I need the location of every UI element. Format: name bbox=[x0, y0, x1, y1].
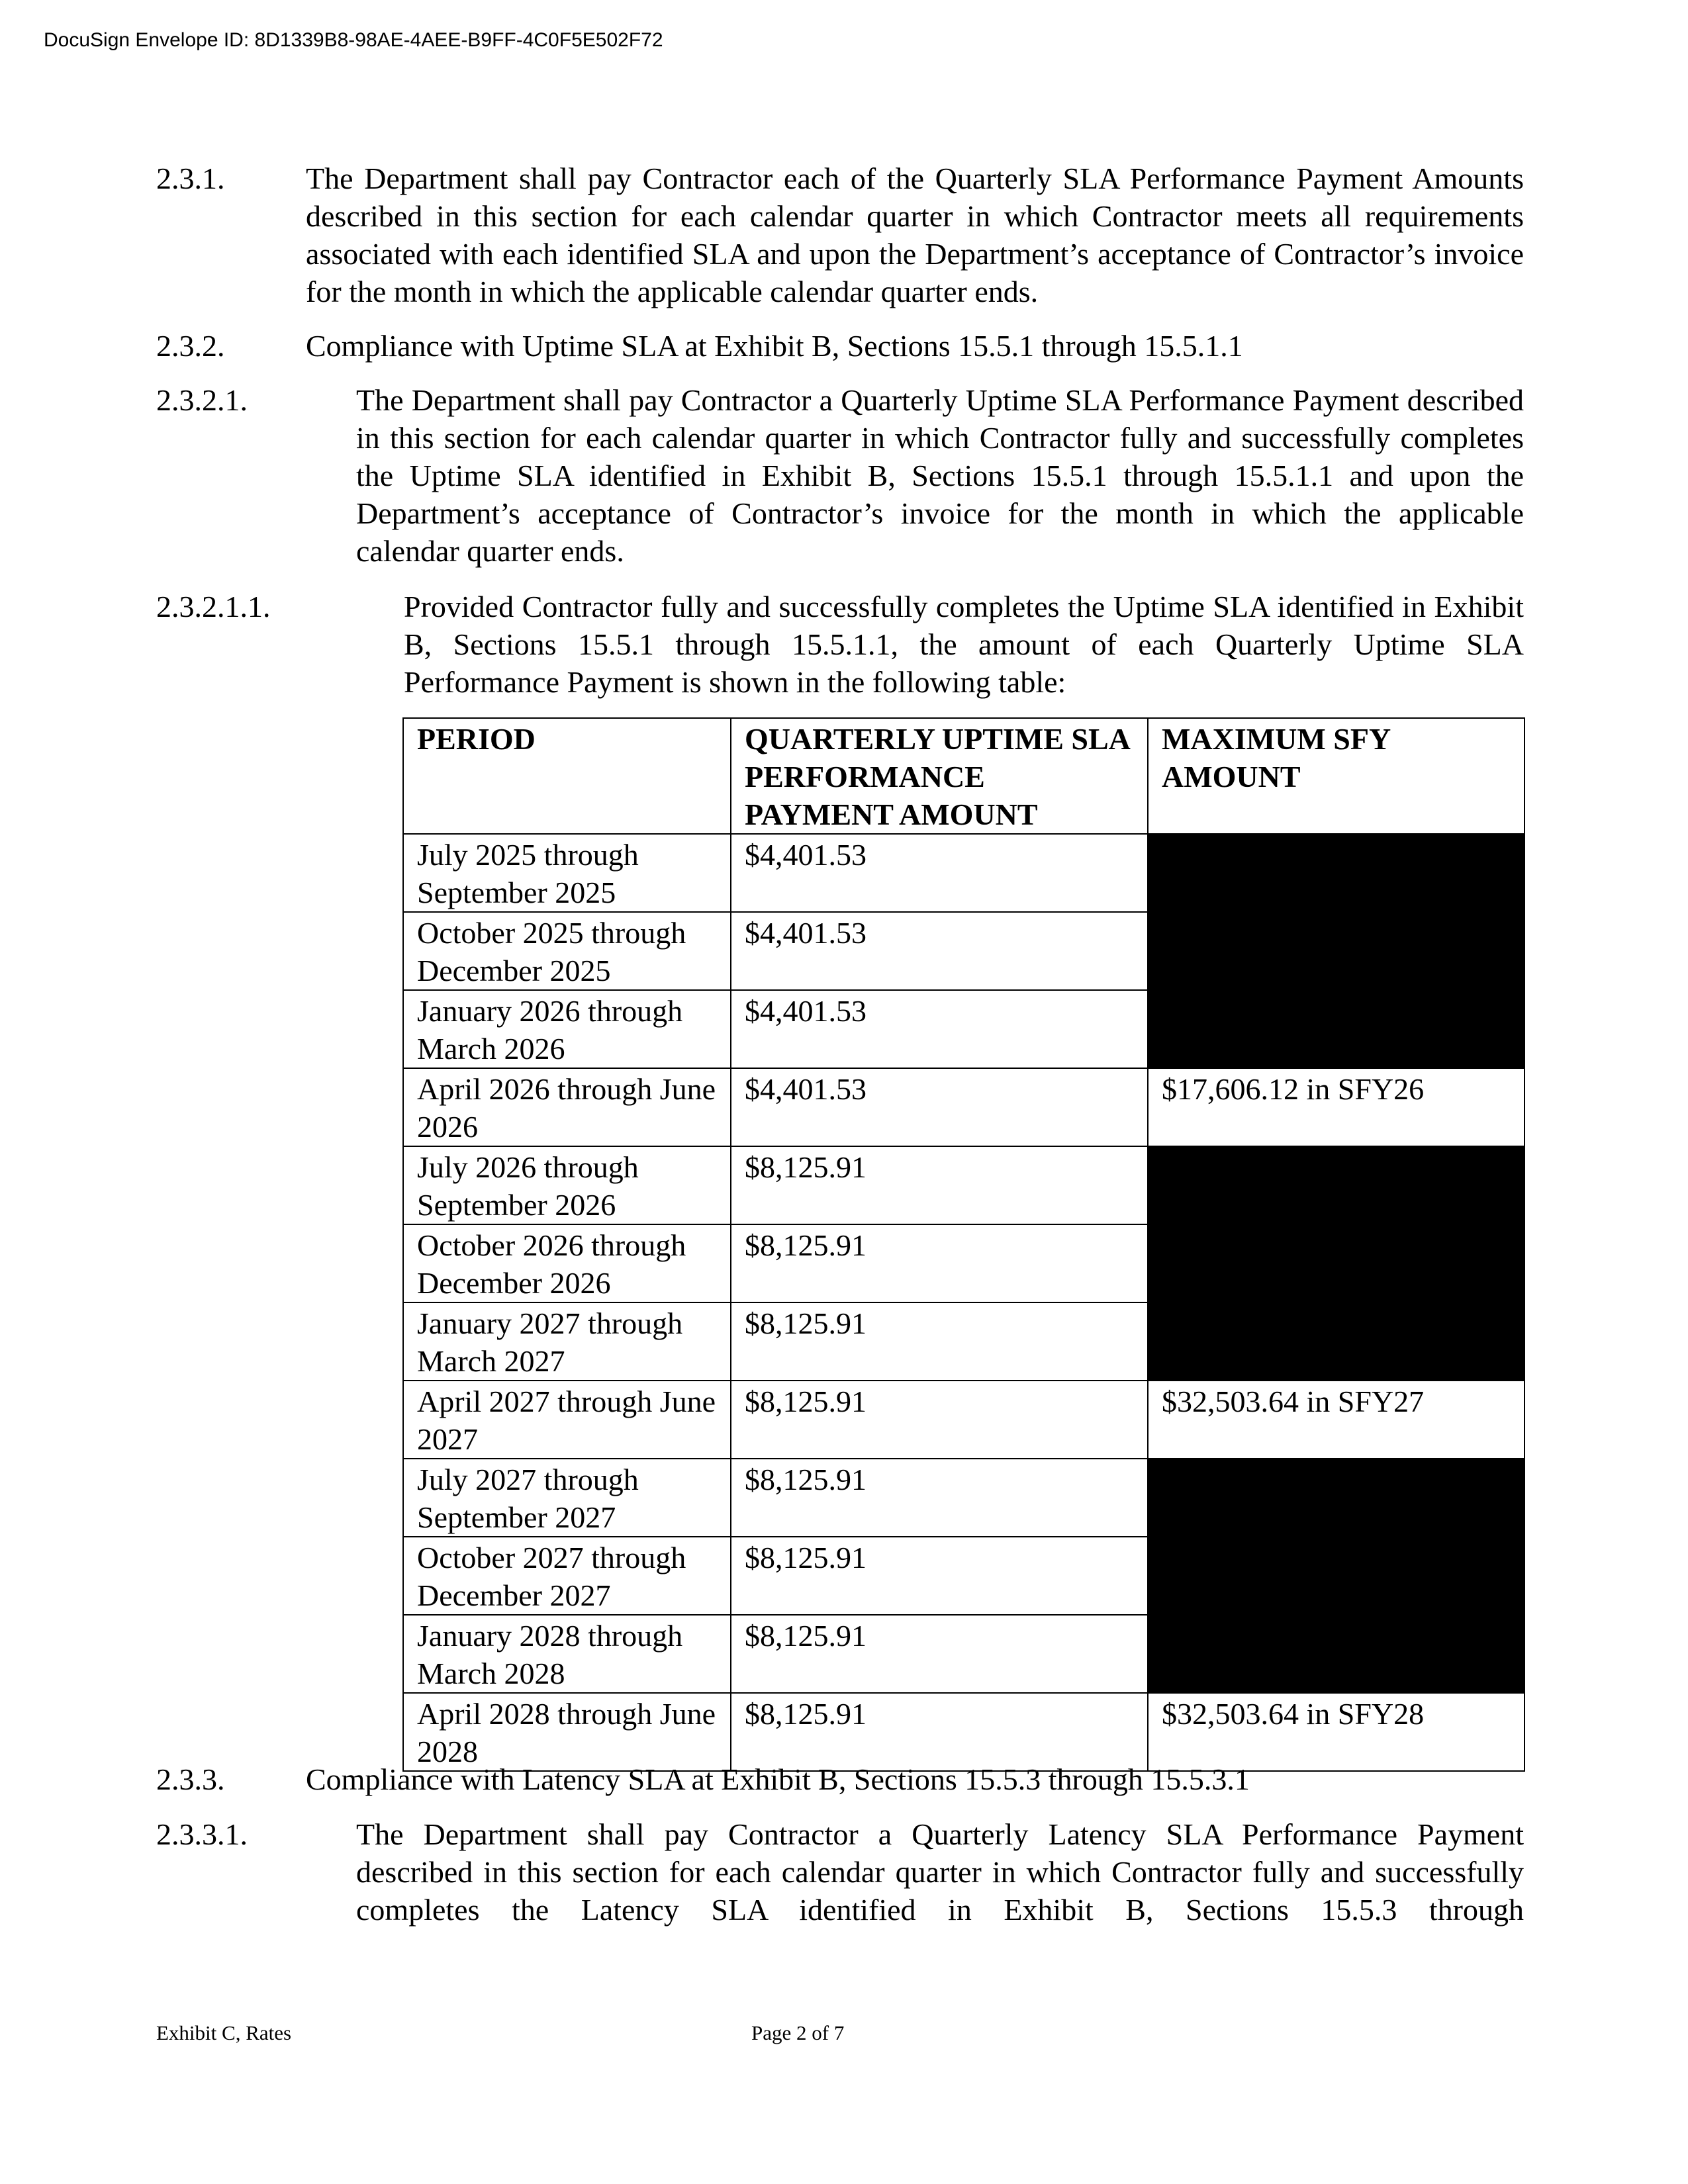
cell-max-sfy-amount: $17,606.12 in SFY26 bbox=[1148, 1068, 1524, 1146]
cell-payment-amount: $8,125.91 bbox=[731, 1381, 1148, 1459]
table-row bbox=[403, 1459, 1524, 1537]
footer-page-number: Page 2 of 7 bbox=[751, 2021, 845, 2044]
header-payment-amount: QUARTERLY UPTIME SLA PERFORMANCE PAYMENT AMOUNT bbox=[731, 718, 1148, 834]
cell-payment-amount: $4,401.53 bbox=[731, 834, 1148, 912]
cell-period: April 2026 through June 2026 bbox=[403, 1068, 731, 1146]
cell-period: July 2025 through September 2025 bbox=[403, 834, 731, 912]
cell-max-sfy-redacted bbox=[1148, 1302, 1524, 1381]
cell-max-sfy-amount: $32,503.64 in SFY28 bbox=[1148, 1693, 1524, 1771]
cell-max-sfy-redacted bbox=[1148, 1615, 1524, 1693]
section-number-2-3-3: 2.3.3. bbox=[156, 1762, 225, 1796]
table-row bbox=[403, 990, 1524, 1068]
cell-period: July 2026 through September 2026 bbox=[403, 1146, 731, 1224]
cell-max-sfy-redacted bbox=[1148, 1537, 1524, 1615]
section-text-2-3-2-1: The Department shall pay Contractor a Quarterly Uptime SLA Performance Payment described in this section for each calendar quarter in which Contractor fully and successfully completes the Uptime SLA identified in Exhibit B, Sections 15.5.1 through 15.5.1.1 and upon the Department’s acceptance of Contractor’s invoice for the month in which the applicable calendar quarter ends. bbox=[356, 383, 1524, 568]
section-number-2-3-2-1-1: 2.3.2.1.1. bbox=[156, 590, 271, 623]
table-row bbox=[403, 834, 1524, 912]
cell-period: January 2027 through March 2027 bbox=[403, 1302, 731, 1381]
cell-payment-amount: $8,125.91 bbox=[731, 1693, 1148, 1771]
section-heading-2-3-3: Compliance with Latency SLA at Exhibit B, Sections 15.5.3 through 15.5.3.1 bbox=[306, 1762, 1250, 1796]
cell-payment-amount: $8,125.91 bbox=[731, 1302, 1148, 1381]
uptime-payment-table bbox=[402, 717, 1525, 1772]
cell-period: October 2026 through December 2026 bbox=[403, 1224, 731, 1302]
cell-max-sfy-redacted bbox=[1148, 912, 1524, 990]
cell-max-sfy-redacted bbox=[1148, 1459, 1524, 1537]
section-number-2-3-2-1: 2.3.2.1. bbox=[156, 383, 248, 417]
section-text-2-3-1: The Department shall pay Contractor each of the Quarterly SLA Performance Payment Amounts described in this section for each calendar quarter in which Contractor meets all requirements associated with each identified SLA and upon the Department’s acceptance of Contractor’s invoice for the month in which the applicable calendar quarter ends. bbox=[306, 161, 1524, 308]
cell-payment-amount: $4,401.53 bbox=[731, 912, 1148, 990]
table-row bbox=[403, 1537, 1524, 1615]
cell-payment-amount: $4,401.53 bbox=[731, 1068, 1148, 1146]
table-header-row bbox=[403, 718, 1524, 834]
cell-period: January 2026 through March 2026 bbox=[403, 990, 731, 1068]
cell-period: October 2025 through December 2025 bbox=[403, 912, 731, 990]
cell-payment-amount: $8,125.91 bbox=[731, 1459, 1148, 1537]
cell-max-sfy-amount: $32,503.64 in SFY27 bbox=[1148, 1381, 1524, 1459]
cell-payment-amount: $8,125.91 bbox=[731, 1224, 1148, 1302]
cell-payment-amount: $8,125.91 bbox=[731, 1615, 1148, 1693]
section-text-2-3-2-1-1: Provided Contractor fully and successfully completes the Uptime SLA identified in Exhibit B, Sections 15.5.1 through 15.5.1.1, the amount of each Quarterly Uptime SLA Performance Payment is shown in the following table: bbox=[404, 590, 1524, 699]
section-number-2-3-2: 2.3.2. bbox=[156, 329, 225, 363]
cell-payment-amount: $8,125.91 bbox=[731, 1146, 1148, 1224]
section-text-2-3-3-1: The Department shall pay Contractor a Quarterly Latency SLA Performance Payment described in this section for each calendar quarter in which Contractor fully and successfully completes the Latency SLA identified in Exhibit B, Sections 15.5.3 through bbox=[356, 1817, 1524, 1927]
docusign-envelope-id: DocuSign Envelope ID: 8D1339B8-98AE-4AEE-B9FF-4C0F5E502F72 bbox=[44, 29, 663, 51]
table-row bbox=[403, 1224, 1524, 1302]
cell-period: July 2027 through September 2027 bbox=[403, 1459, 731, 1537]
table-row bbox=[403, 1146, 1524, 1224]
cell-period: April 2027 through June 2027 bbox=[403, 1381, 731, 1459]
cell-payment-amount: $4,401.53 bbox=[731, 990, 1148, 1068]
table-row bbox=[403, 1068, 1524, 1146]
table-row bbox=[403, 1693, 1524, 1771]
table-body bbox=[403, 834, 1524, 1771]
cell-max-sfy-redacted bbox=[1148, 1224, 1524, 1302]
header-period: PERIOD bbox=[403, 718, 731, 834]
section-heading-2-3-2: Compliance with Uptime SLA at Exhibit B, Sections 15.5.1 through 15.5.1.1 bbox=[306, 329, 1243, 363]
cell-payment-amount: $8,125.91 bbox=[731, 1537, 1148, 1615]
table-row bbox=[403, 1302, 1524, 1381]
section-number-2-3-3-1: 2.3.3.1. bbox=[156, 1817, 248, 1851]
cell-max-sfy-redacted bbox=[1148, 990, 1524, 1068]
cell-max-sfy-redacted bbox=[1148, 834, 1524, 912]
cell-period: January 2028 through March 2028 bbox=[403, 1615, 731, 1693]
section-number-2-3-1: 2.3.1. bbox=[156, 161, 225, 195]
footer-document-title: Exhibit C, Rates bbox=[156, 2021, 292, 2044]
header-max-sfy-amount: MAXIMUM SFY AMOUNT bbox=[1148, 718, 1524, 834]
table-row bbox=[403, 1615, 1524, 1693]
cell-period: April 2028 through June 2028 bbox=[403, 1693, 731, 1771]
cell-period: October 2027 through December 2027 bbox=[403, 1537, 731, 1615]
cell-max-sfy-redacted bbox=[1148, 1146, 1524, 1224]
table-row bbox=[403, 912, 1524, 990]
table-row bbox=[403, 1381, 1524, 1459]
